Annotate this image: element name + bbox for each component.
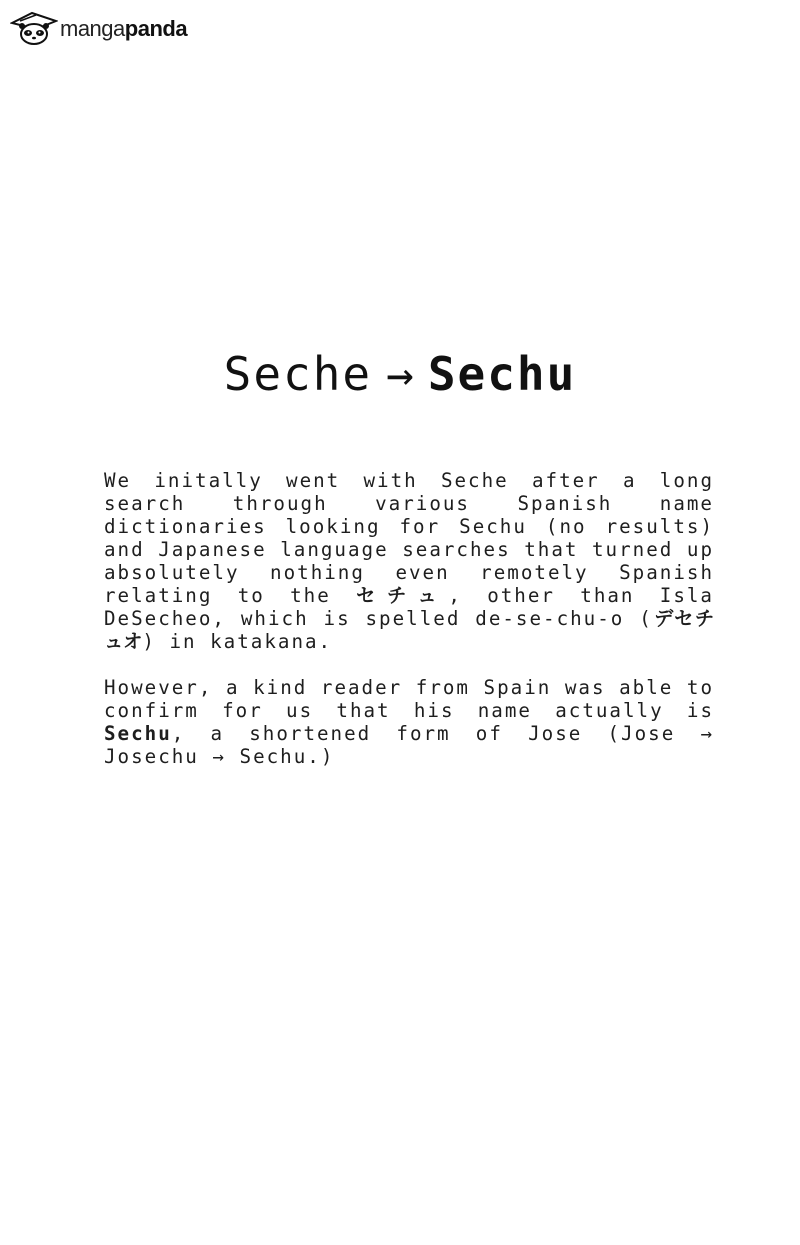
watermark-text-light: manga — [60, 16, 125, 41]
katakana-desechuo: デセチュオ — [104, 607, 715, 653]
watermark-text — [60, 16, 187, 40]
paragraph-1-text-a: We initally went with Seche after a long search through various Spanish name dictionaries looking for Sechu (no results) and Japanese language searches that turned up absolutely nothing even remotely Spanish relating to the — [104, 469, 714, 607]
heading-old-name: Seche — [223, 347, 373, 401]
name-emphasis: Sechu — [104, 722, 172, 745]
note-paragraph-1 — [104, 469, 714, 653]
mangapanda-watermark — [10, 8, 187, 48]
note-paragraph-2 — [104, 676, 714, 768]
panda-logo-icon — [10, 9, 58, 47]
paragraph-2-text-a: However, a kind reader from Spain was able to confirm for us that his name actually is — [104, 676, 714, 722]
paragraph-1-text-c: ) in katakana. — [142, 630, 333, 653]
paragraph-1-text-b: , other than Isla DeSecheo, which is spelled de-se-chu-o ( — [104, 584, 714, 630]
paragraph-2-text-b: , a shortened form of Jose (Jose → Josechu → Sechu.) — [104, 722, 714, 768]
page-heading — [0, 344, 800, 404]
heading-arrow: → — [386, 347, 414, 401]
translator-note — [104, 469, 714, 768]
katakana-sechu: セチュ — [356, 584, 449, 607]
watermark-text-bold: panda — [124, 16, 188, 41]
heading-new-name: Sechu — [427, 347, 577, 401]
